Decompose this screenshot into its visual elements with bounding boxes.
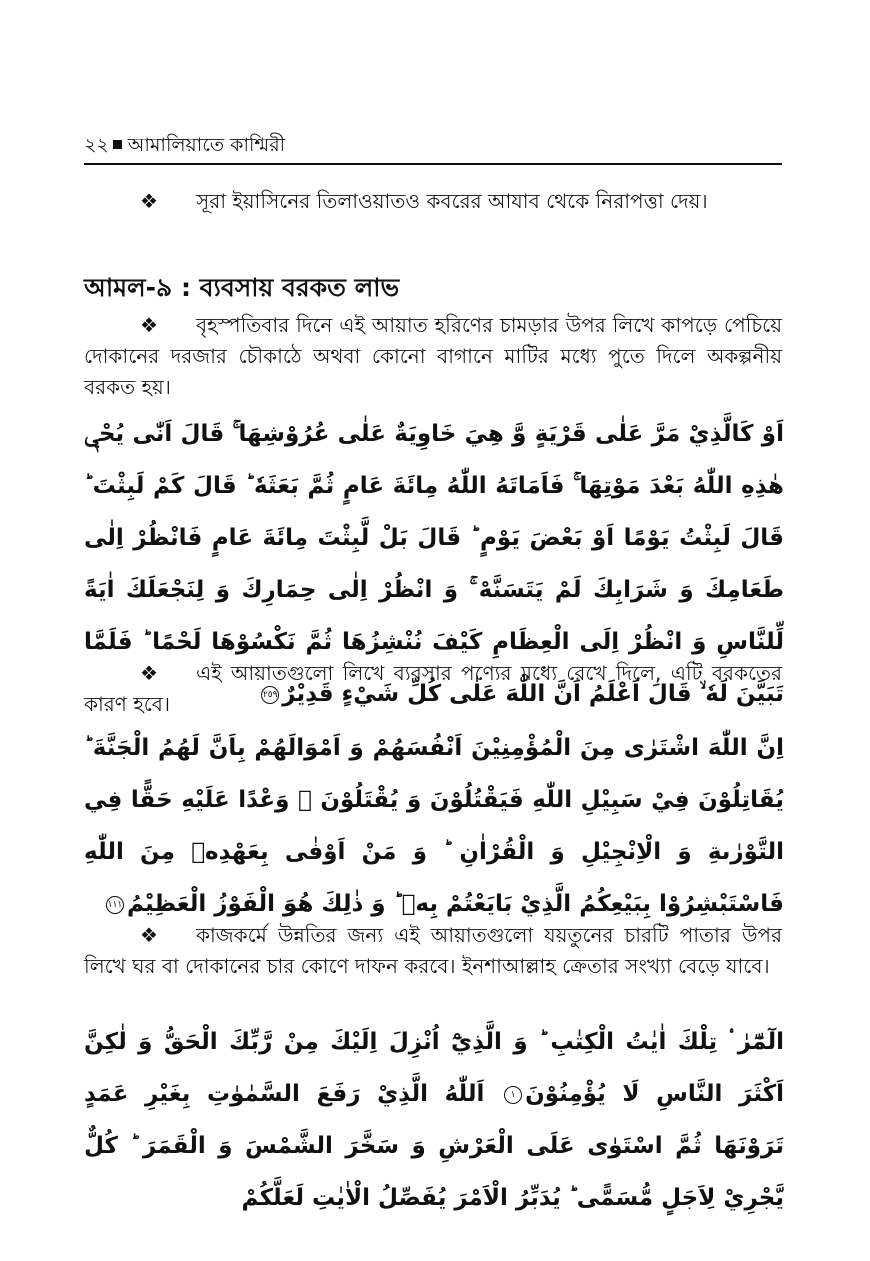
diamond-bullet-icon: ❖ [140,313,158,337]
paragraph-4-text: কাজকর্মে উন্নতির জন্য এই আয়াতগুলো যয়তুনের চারটি পাতার উপর লিখে ঘর বা দোকানের চার কোণে দাফন করবে। ইনশাআল্লাহ ক্রেতার সংখ্যা বেড়ে যাবে। [84,923,782,978]
arabic-verse-3-part-1: الٓمّٓرٰ ۟ تِلْكَ اٰيٰتُ الْكِتٰبِ ؕ وَ الَّذِيْٓ اُنْزِلَ اِلَيْكَ مِنْ رَّبِّكَ الْحَقُّ وَ لٰكِنَّ اَكْثَرَ النَّاسِ لَا يُؤْمِنُوْنَ [84,1029,785,1107]
paragraph-3 [84,658,782,720]
arabic-verse-1-text: اَوْ كَالَّذِيْ مَرَّ عَلٰى قَرْيَةٍ وَّ هِيَ خَاوِيَةٌ عَلٰى عُرُوْشِهَا ۚ قَالَ اَنّٰى يُحْيٖ هٰذِهِ اللّٰهُ بَعْدَ مَوْتِهَا ۚ فَاَمَاتَهُ اللّٰهُ مِائَةَ عَامٍ ثُمَّ بَعَثَهٗ ؕ قَالَ كَمْ لَبِثْتَ ؕ قَالَ لَبِثْتُ يَوْمًا اَوْ بَعْضَ يَوْمٍ ؕ قَالَ بَلْ لَّبِثْتَ مِائَةَ عَامٍ فَانْظُرْ اِلٰى طَعَامِكَ وَ شَرَابِكَ لَمْ يَتَسَنَّهْ ۚ وَ انْظُرْ اِلٰى حِمَارِكَ وَ لِنَجْعَلَكَ اٰيَةً لِّلنَّاسِ وَ انْظُرْ اِلَى الْعِظَامِ كَيْفَ نُنْشِزُهَا ثُمَّ نَكْسُوْهَا لَحْمًا ؕ فَلَمَّا تَبَيَّنَ لَهٗ ۙ قَالَ اَعْلَمُ اَنَّ اللّٰهَ عَلٰى كُلِّ شَيْءٍ قَدِيْرٌ [84,421,784,707]
diamond-bullet-icon: ❖ [140,189,158,213]
paragraph-2 [84,310,782,403]
arabic-verse-3 [84,1016,784,1224]
page-header [84,132,782,158]
paragraph-1 [84,186,782,217]
section-heading: আমল-৯ : ব্যবসায় বরকত লাভ [84,273,400,302]
diamond-bullet-icon: ❖ [140,923,158,947]
page-number: ২২ [84,134,109,156]
ayah-end-marker: ١١١ [106,896,124,914]
square-bullet-icon [113,140,122,149]
arabic-verse-3-part-2: اَللّٰهُ الَّذِيْ رَفَعَ السَّمٰوٰتِ بِغَيْرِ عَمَدٍ تَرَوْنَهَا ثُمَّ اسْتَوٰى عَلَى الْعَرْشِ وَ سَخَّرَ الشَّمْسَ وَ الْقَمَرَ ؕ كُلٌّ يَّجْرِيْ لِاَجَلٍ مُّسَمًّى ؕ يُدَبِّرُ الْاَمْرَ يُفَصِّلُ الْاٰيٰتِ لَعَلَّكُمْ [84,1081,784,1211]
arabic-verse-2 [84,722,784,930]
paragraph-2-text: বৃহস্পতিবার দিনে এই আয়াত হরিণের চামড়ার উপর লিখে কাপড়ে পেচিয়ে দোকানের দরজার চৌকাঠে অথবা কোনো বাগানে মাটির মধ্যে পুতে দিলে অকল্পনীয় বরকত হয়। [84,313,782,399]
paragraph-3-text: এই আয়াতগুলো লিখে ব্যবসার পণ্যের মধ্যে রেখে দিলে, এটি বরকতের কারণ হবে। [84,661,782,716]
ayah-end-marker: ٢٥٩ [261,686,279,704]
paragraph-1-text: সূরা ইয়াসিনের তিলাওয়াতও কবরের আযাব থেকে নিরাপত্তা দেয়। [196,189,708,213]
header-rule [84,163,782,165]
book-title: আমালিয়াতে কাশ্মিরী [127,134,286,156]
ayah-end-marker: ١ [504,1086,522,1104]
arabic-verse-2-text: اِنَّ اللّٰهَ اشْتَرٰى مِنَ الْمُؤْمِنِيْنَ اَنْفُسَهُمْ وَ اَمْوَالَهُمْ بِاَنَّ لَهُمُ الْجَنَّةَ ؕ يُقَاتِلُوْنَ فِيْ سَبِيْلِ اللّٰهِ فَيَقْتُلُوْنَ وَ يُقْتَلُوْنَ ۟ وَعْدًا عَلَيْهِ حَقًّا فِي التَّوْرٰىةِ وَ الْاِنْجِيْلِ وَ الْقُرْاٰنِ ؕ وَ مَنْ اَوْفٰى بِعَهْدِهٖ مِنَ اللّٰهِ فَاسْتَبْشِرُوْا بِبَيْعِكُمُ الَّذِيْ بَايَعْتُمْ بِهٖ ؕ وَ ذٰلِكَ هُوَ الْفَوْزُ الْعَظِيْمُ [84,735,784,917]
paragraph-4 [84,920,782,982]
diamond-bullet-icon: ❖ [140,661,158,685]
